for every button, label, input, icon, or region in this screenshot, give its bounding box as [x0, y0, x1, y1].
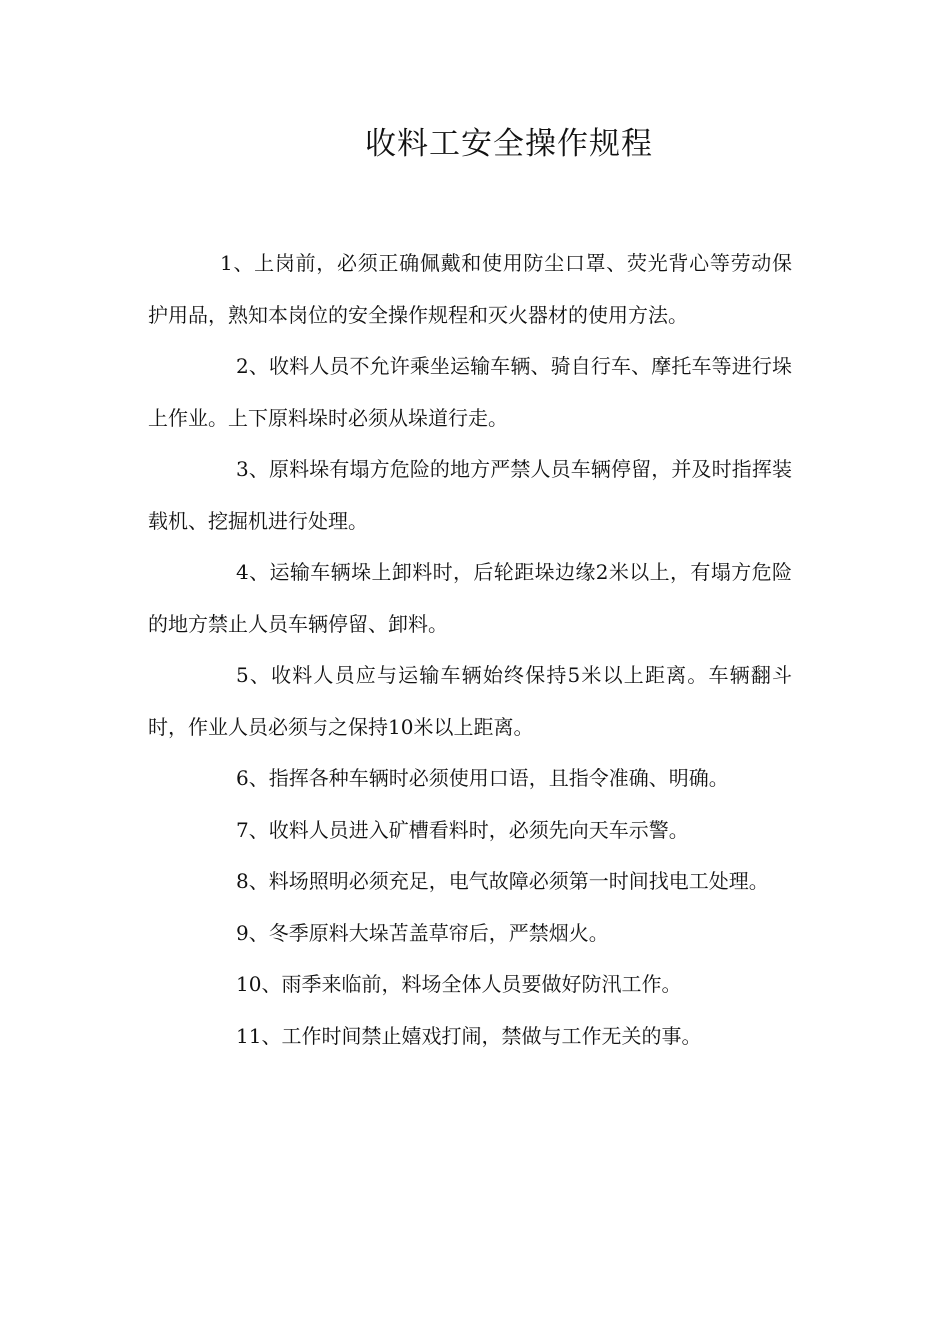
paragraph-1: 1、上岗前，必须正确佩戴和使用防尘口罩、荧光背心等劳动保护用品，熟知本岗位的安全操作规程和灭火器材的使用方法。 — [148, 251, 792, 327]
paragraph-10: 10、雨季来临前，料场全体人员要做好防汛工作。 — [236, 972, 682, 996]
paragraph-9: 9、冬季原料大垛苫盖草帘后，严禁烟火。 — [236, 920, 609, 945]
paragraph-3: 3、原料垛有塌方危险的地方严禁人员车辆停留，并及时指挥装载机、挖掘机进行处理。 — [148, 457, 792, 533]
paragraph-11: 11、工作时间禁止嬉戏打闹，禁做与工作无关的事。 — [236, 1023, 702, 1048]
paragraph-8: 8、料场照明必须充足，电气故障必须第一时间找电工处理。 — [236, 869, 769, 893]
paragraph-2: 2、收料人员不允许乘坐运输车辆、骑自行车、摩托车等进行垛上作业。上下原料垛时必须从垛道行走。 — [148, 354, 792, 430]
paragraph-7: 7、收料人员进入矿槽看料时，必须先向天车示警。 — [236, 817, 689, 842]
document-title: 收料工安全操作规程 — [365, 126, 653, 162]
paragraph-6: 6、指挥各种车辆时必须使用口语，且指令准确、明确。 — [236, 766, 729, 790]
paragraph-5: 5、收料人员应与运输车辆始终保持5米以上距离。车辆翻斗时，作业人员必须与之保持10米以上距离。 — [148, 663, 792, 739]
document-body — [148, 238, 792, 1062]
paragraph-4: 4、运输车辆垛上卸料时，后轮距垛边缘2米以上，有塌方危险的地方禁止人员车辆停留、卸料。 — [148, 560, 792, 636]
